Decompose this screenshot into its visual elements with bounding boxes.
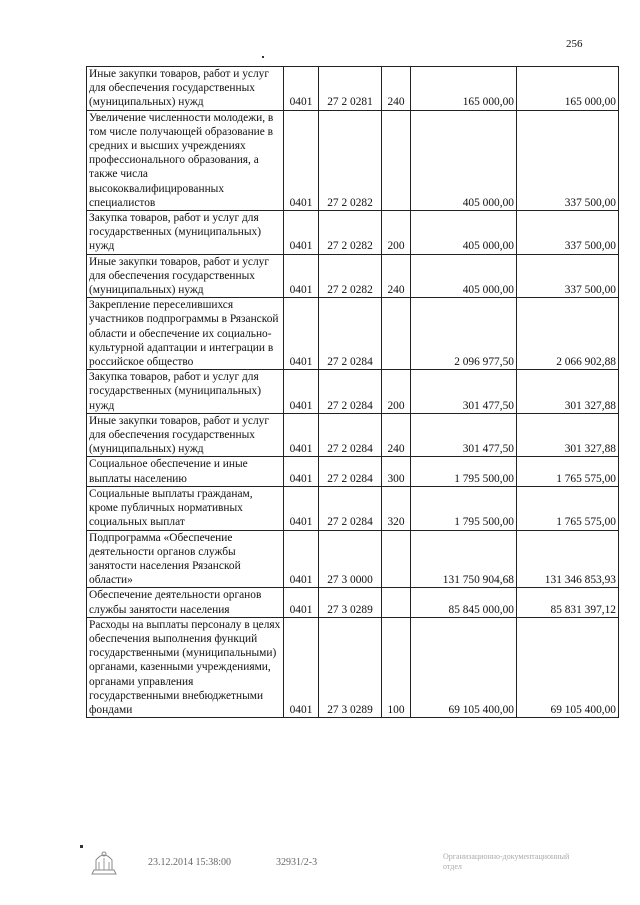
footer-stamp: Организационно-документационный отдел: [443, 852, 570, 871]
footer-datetime: 23.12.2014 15:38:00: [148, 857, 232, 868]
row-expense-type: 240: [382, 67, 411, 111]
row-target-article: 27 3 0000: [319, 530, 382, 588]
row-target-article: 27 3 0289: [319, 617, 382, 717]
row-target-article: 27 2 0284: [319, 370, 382, 414]
row-section: 0401: [284, 486, 319, 530]
row-expense-type: [382, 110, 411, 210]
row-amount-executed: 301 327,88: [517, 413, 619, 457]
row-amount-planned: 165 000,00: [411, 67, 517, 111]
row-target-article: 27 2 0284: [319, 298, 382, 370]
row-section: 0401: [284, 413, 319, 457]
row-name: Социальные выплаты гражданам, кроме публичных нормативных социальных выплат: [87, 486, 284, 530]
table-row: [87, 67, 619, 111]
table-row: [87, 617, 619, 717]
table-row: [87, 110, 619, 210]
row-amount-planned: 301 477,50: [411, 370, 517, 414]
row-amount-executed: 1 765 575,00: [517, 457, 619, 486]
row-name: Социальное обеспечение и иные выплаты населению: [87, 457, 284, 486]
row-section: 0401: [284, 110, 319, 210]
table-row: [87, 530, 619, 588]
row-amount-planned: 405 000,00: [411, 211, 517, 255]
row-expense-type: [382, 298, 411, 370]
row-name: Иные закупки товаров, работ и услуг для обеспечения государственных (муниципальных) нужд: [87, 413, 284, 457]
row-amount-planned: 1 795 500,00: [411, 457, 517, 486]
row-target-article: 27 2 0284: [319, 413, 382, 457]
row-amount-executed: 131 346 853,93: [517, 530, 619, 588]
scan-mark: [80, 845, 83, 848]
row-section: 0401: [284, 298, 319, 370]
row-expense-type: [382, 530, 411, 588]
row-name: Расходы на выплаты персоналу в целях обеспечения выполнения функций государственными (муниципальными) органами, казенными учреждениями, органами управления государственными внебюджетными фондами: [87, 617, 284, 717]
row-amount-planned: 405 000,00: [411, 110, 517, 210]
row-name: Иные закупки товаров, работ и услуг для обеспечения государственных (муниципальных) нужд: [87, 254, 284, 298]
row-amount-planned: 2 096 977,50: [411, 298, 517, 370]
table-row: [87, 370, 619, 414]
footer-document-code: 32931/2-3: [276, 857, 318, 868]
row-expense-type: [382, 588, 411, 617]
table-row: [87, 588, 619, 617]
row-amount-executed: 165 000,00: [517, 67, 619, 111]
row-expense-type: 200: [382, 211, 411, 255]
row-section: 0401: [284, 457, 319, 486]
table-row: [87, 457, 619, 486]
table-row: [87, 254, 619, 298]
table-row: [87, 413, 619, 457]
row-target-article: 27 2 0284: [319, 457, 382, 486]
row-name: Увеличение численности молодежи, в том числе получающей образование в средних и высших учреждениях профессионального образования, а также числа высококвалифицированных специалистов: [87, 110, 284, 210]
page-number: 256: [566, 38, 583, 50]
row-amount-executed: 337 500,00: [517, 254, 619, 298]
table-row: [87, 298, 619, 370]
row-section: 0401: [284, 211, 319, 255]
row-name: Иные закупки товаров, работ и услуг для обеспечения государственных (муниципальных) нужд: [87, 67, 284, 111]
row-expense-type: 300: [382, 457, 411, 486]
row-target-article: 27 2 0282: [319, 110, 382, 210]
row-amount-executed: 2 066 902,88: [517, 298, 619, 370]
row-section: 0401: [284, 530, 319, 588]
row-expense-type: 240: [382, 254, 411, 298]
row-amount-executed: 337 500,00: [517, 110, 619, 210]
row-amount-executed: 337 500,00: [517, 211, 619, 255]
row-amount-executed: 85 831 397,12: [517, 588, 619, 617]
row-amount-planned: 131 750 904,68: [411, 530, 517, 588]
budget-table: [86, 66, 619, 718]
row-expense-type: 200: [382, 370, 411, 414]
row-section: 0401: [284, 617, 319, 717]
row-target-article: 27 2 0281: [319, 67, 382, 111]
row-amount-planned: 405 000,00: [411, 254, 517, 298]
row-amount-planned: 1 795 500,00: [411, 486, 517, 530]
row-section: 0401: [284, 588, 319, 617]
row-name: Подпрограмма «Обеспечение деятельности органов службы занятости населения Рязанской области»: [87, 530, 284, 588]
row-amount-executed: 301 327,88: [517, 370, 619, 414]
table-row: [87, 211, 619, 255]
row-name: Обеспечение деятельности органов службы занятости населения: [87, 588, 284, 617]
row-name: Закупка товаров, работ и услуг для государственных (муниципальных) нужд: [87, 370, 284, 414]
row-amount-planned: 85 845 000,00: [411, 588, 517, 617]
row-amount-planned: 301 477,50: [411, 413, 517, 457]
scan-mark: [262, 56, 264, 58]
row-amount-executed: 69 105 400,00: [517, 617, 619, 717]
row-name: Закрепление переселившихся участников подпрограммы в Рязанской области и обеспечение их социально-культурной адаптации и интеграции в российское общество: [87, 298, 284, 370]
row-expense-type: 240: [382, 413, 411, 457]
row-section: 0401: [284, 254, 319, 298]
row-section: 0401: [284, 67, 319, 111]
row-target-article: 27 2 0282: [319, 254, 382, 298]
coat-of-arms-icon: [88, 846, 120, 878]
row-expense-type: 100: [382, 617, 411, 717]
row-amount-executed: 1 765 575,00: [517, 486, 619, 530]
row-expense-type: 320: [382, 486, 411, 530]
row-name: Закупка товаров, работ и услуг для государственных (муниципальных) нужд: [87, 211, 284, 255]
table-row: [87, 486, 619, 530]
row-amount-planned: 69 105 400,00: [411, 617, 517, 717]
row-target-article: 27 2 0282: [319, 211, 382, 255]
row-target-article: 27 3 0289: [319, 588, 382, 617]
row-section: 0401: [284, 370, 319, 414]
row-target-article: 27 2 0284: [319, 486, 382, 530]
